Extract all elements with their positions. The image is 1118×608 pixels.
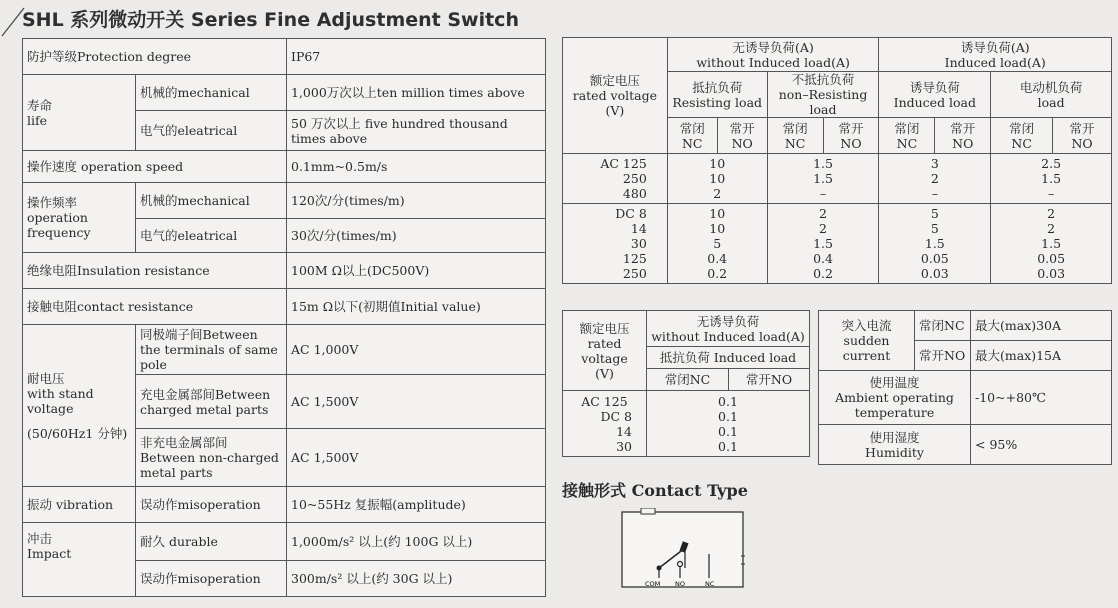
induced-load-en: Induced load [893, 94, 977, 110]
dc-value: 0.2 [707, 266, 728, 281]
protection-value: IP67 [287, 39, 546, 75]
rated-voltage-cn: 额定电压 [579, 320, 630, 336]
dc-value: 1.5 [813, 236, 833, 251]
non-induced-cn: 无诱导负荷(A) [732, 39, 814, 55]
humidity-label [819, 425, 971, 465]
impact-dur-label: 耐久 durable [136, 523, 287, 561]
small-value: 0.1 [718, 439, 738, 454]
humidity-label-cn: 使用湿度 [869, 429, 920, 445]
ac-value: 2.5 [1041, 156, 1062, 171]
life-elec-label: 电气的eleatrical [136, 111, 287, 151]
table-row [819, 371, 1112, 425]
non-induced-en: without Induced load(A) [651, 328, 805, 344]
impact-dur-value: 1,000m/s² 以上(约 100G 以上) [287, 523, 546, 561]
dc-voltage-label: 125 [622, 251, 647, 266]
insulation-value: 100M Ω以上(DC500V) [287, 253, 546, 289]
resisting-cn: 抵抗负荷 [692, 79, 743, 95]
small-no-header: 常开NO [729, 369, 810, 391]
dc-voltage-label: 30 [630, 236, 647, 251]
table-row [23, 487, 546, 523]
resisting-en: Resisting load [672, 94, 763, 110]
no-en: NO [1071, 135, 1093, 151]
small-resisting-header: 抵抗负荷 Induced load [647, 347, 810, 369]
com-label: COM [645, 580, 661, 588]
motor-load-en: load [1037, 94, 1065, 110]
page-title: SHL 系列微动开关 Series Fine Adjustment Switch [22, 9, 519, 31]
dc-value: 1.5 [924, 236, 945, 251]
table-row [23, 325, 546, 375]
small-load-table [562, 310, 810, 457]
temp-label-en: Ambient operating [835, 390, 954, 405]
freq-elec-value: 30次/分(times/m) [287, 219, 546, 253]
spec-table [22, 38, 546, 597]
no-en: NO [840, 135, 862, 151]
no-cn: 常开 [1069, 120, 1095, 136]
dc-value: 0.03 [920, 266, 949, 281]
temp-label-cn: 使用温度 [869, 375, 920, 390]
inrush-env-table [818, 310, 1112, 465]
humidity-value: < 95% [971, 425, 1112, 465]
freq-label-cn: 操作频率 [27, 195, 78, 210]
speed-value: 0.1mm~0.5m/s [287, 151, 546, 183]
dc-non-resisting-cell [767, 204, 879, 284]
table-row [23, 75, 546, 111]
induced-load-header [879, 72, 991, 118]
rated-voltage-en: rated voltage [572, 88, 658, 103]
voltage-label-cn: 耐电压 [27, 370, 65, 386]
life-mech-value: 1,000万次以上ten million times above [287, 75, 546, 111]
v1-value: AC 1,000V [287, 325, 546, 375]
temp-value: -10~+80℃ [971, 371, 1112, 425]
inrush-label-cn: 突入电流 [841, 318, 892, 333]
no-en: NO [952, 135, 974, 151]
no-header [823, 118, 879, 154]
small-voltage-label: 14 [616, 424, 632, 439]
dc-value: 0.4 [707, 251, 728, 266]
dc-value: 0.05 [1037, 251, 1066, 266]
nc-en: NC [1011, 135, 1032, 151]
resisting-header [667, 72, 767, 118]
inrush-no-value: 最大(max)15A [971, 341, 1112, 371]
ac-value: 1.5 [813, 156, 833, 171]
small-value: 0.1 [718, 409, 738, 424]
small-voltage-cell [563, 391, 647, 457]
nc-cn: 常闭 [782, 120, 808, 136]
nc-header [667, 118, 717, 154]
rated-voltage-header [563, 38, 668, 154]
life-label [23, 75, 136, 151]
dc-resisting-cell [667, 204, 767, 284]
life-mech-label: 机械的mechanical [136, 75, 287, 111]
inrush-label [819, 311, 915, 371]
ac-non-resisting-cell [767, 154, 879, 204]
vibration-value: 10~55Hz 复振幅(amplitude) [287, 487, 546, 523]
nc-header [767, 118, 823, 154]
table-row [819, 311, 1112, 341]
vibration-label: 振动 vibration [23, 487, 136, 523]
nc-cn: 常闭 [894, 120, 920, 136]
induced-cn: 诱导负荷(A) [960, 39, 1030, 55]
actuator [641, 508, 655, 514]
table-row [23, 523, 546, 561]
dc-voltage-label: 250 [622, 266, 647, 281]
impact-label [23, 523, 136, 597]
no-header [1053, 118, 1112, 154]
dc-value: 5 [930, 221, 939, 236]
impact-mis-value: 300m/s² 以上(约 30G 以上) [287, 561, 546, 597]
no-cn: 常开 [729, 120, 755, 136]
dc-value: 2 [1047, 206, 1056, 221]
non-resisting-en: non–Resisting load [778, 87, 868, 117]
rated-voltage-unit: (V) [595, 365, 614, 381]
induced-en: Induced load(A) [944, 54, 1046, 70]
life-elec-value: 50 万次以上 five hundred thousand times above [287, 111, 546, 151]
dc-induced-cell [879, 204, 991, 284]
nc-label: NC [705, 580, 715, 588]
table-row [23, 151, 546, 183]
nc-header [991, 118, 1053, 154]
ac-value: 10 [709, 156, 726, 171]
induced-load-cn: 诱导负荷 [909, 79, 960, 95]
no-header [717, 118, 767, 154]
dc-value: 0.2 [813, 266, 833, 281]
contact-label: 接触电阻contact resistance [23, 289, 287, 325]
nc-en: NC [681, 135, 703, 151]
table-row [563, 311, 810, 347]
non-induced-header [667, 38, 879, 72]
inrush-label-en: sudden current [842, 333, 891, 363]
ac-value: 10 [709, 171, 726, 186]
load-table [562, 37, 1112, 284]
table-row [819, 425, 1112, 465]
v2-label: 充电金属部间Between charged metal parts [136, 375, 287, 429]
temp-label [819, 371, 971, 425]
dc-voltage-label: DC 8 [615, 206, 647, 221]
dc-motor-cell [991, 204, 1112, 284]
contact-value: 15m Ω以下(初期值Initial value) [287, 289, 546, 325]
small-voltage-label: 30 [616, 439, 632, 454]
impact-label-cn: 冲击 [27, 531, 53, 546]
small-value-cell [647, 391, 810, 457]
freq-elec-label: 电气的eleatrical [136, 219, 287, 253]
small-voltage-label: DC 8 [600, 409, 632, 424]
dc-value: 5 [713, 236, 722, 251]
impact-label-en: Impact [27, 546, 72, 561]
dc-value: 2 [819, 221, 827, 236]
vibration-sub: 误动作misoperation [136, 487, 287, 523]
rated-voltage-cn: 额定电压 [589, 73, 640, 88]
nc-cn: 常闭 [1009, 120, 1035, 136]
ac-voltage-label: AC 125 [600, 156, 647, 171]
ac-value: 2 [713, 186, 722, 201]
freq-mech-label: 机械的mechanical [136, 183, 287, 219]
table-row [23, 183, 546, 219]
dc-voltage-label: 14 [630, 221, 647, 236]
dc-value: 0.4 [813, 251, 833, 266]
small-non-induced-header [647, 311, 810, 347]
dc-value: 0.03 [1037, 266, 1066, 281]
small-value: 0.1 [718, 424, 738, 439]
nc-en: NC [896, 135, 918, 151]
small-nc-header: 常闭NC [647, 369, 729, 391]
insulation-label: 绝缘电阻Insulation resistance [23, 253, 287, 289]
contact-type-title: 接触形式 Contact Type [562, 481, 748, 500]
life-label-cn: 寿命 [27, 97, 53, 113]
freq-label [23, 183, 136, 253]
no-header [935, 118, 991, 154]
ac-motor-cell [991, 154, 1112, 204]
ac-value: – [1047, 186, 1055, 201]
motor-load-header [991, 72, 1112, 118]
ac-value: 2 [930, 171, 939, 186]
table-row [563, 391, 810, 457]
dc-value: 10 [709, 221, 726, 236]
v3-value: AC 1,500V [287, 429, 546, 487]
ac-value: – [931, 186, 938, 201]
inrush-no-label: 常开NO [915, 341, 971, 371]
ac-induced-cell [879, 154, 991, 204]
table-row [563, 154, 1112, 204]
v3-label: 非充电金属部间Between non-charged metal parts [136, 429, 287, 487]
nc-header [879, 118, 935, 154]
ac-value: 1.5 [1041, 171, 1062, 186]
inrush-nc-label: 常闭NC [915, 311, 971, 341]
ac-voltage-label: 480 [622, 186, 647, 201]
rated-voltage-en: rated voltage [581, 335, 628, 366]
non-resisting-cn: 不抵抗负荷 [791, 72, 855, 87]
v1-label: 同极端子间Between the terminals of same pole [136, 325, 287, 375]
protection-label: 防护等级Protection degree [23, 39, 287, 75]
no-cn: 常开 [950, 120, 976, 136]
freq-mech-value: 120次/分(times/m) [287, 183, 546, 219]
table-row [563, 38, 1112, 72]
non-induced-cn: 无诱导负荷 [696, 313, 760, 329]
voltage-label-en: with stand voltage [27, 385, 94, 416]
small-rated-voltage-header [563, 311, 647, 391]
humidity-label-en: Humidity [865, 444, 924, 460]
freq-label-en: operation frequency [27, 210, 91, 240]
table-row [23, 253, 546, 289]
ac-value: 3 [930, 156, 939, 171]
life-label-en: life [27, 112, 48, 128]
dc-value: 5 [930, 206, 939, 221]
small-value: 0.1 [718, 394, 738, 409]
no-en: NO [731, 135, 753, 151]
table-row [23, 289, 546, 325]
no-cn: 常开 [838, 120, 864, 136]
small-voltage-label: AC 125 [581, 394, 628, 409]
table-row [23, 39, 546, 75]
ac-voltage-label: 250 [622, 171, 647, 186]
nc-en: NC [784, 135, 806, 151]
dc-value: 1.5 [1041, 236, 1062, 251]
v2-value: AC 1,500V [287, 375, 546, 429]
speed-label: 操作速度 operation speed [23, 151, 287, 183]
ac-value: 1.5 [813, 171, 833, 186]
dc-value: 0.05 [920, 251, 949, 266]
temp-label-en2: temperature [854, 405, 935, 420]
dc-value: 2 [1047, 221, 1056, 236]
dc-value: 2 [819, 206, 827, 221]
contact-type-diagram [619, 508, 749, 592]
table-row [563, 204, 1112, 284]
dc-value: 10 [709, 206, 726, 221]
voltage-label [23, 325, 136, 487]
non-resisting-header [767, 72, 879, 118]
non-induced-en: without Induced load(A) [696, 54, 850, 70]
motor-load-cn: 电动机负荷 [1019, 79, 1083, 95]
ac-value: – [819, 186, 827, 201]
induced-header [879, 38, 1112, 72]
nc-cn: 常闭 [679, 120, 705, 136]
ac-voltage-cell [563, 154, 668, 204]
no-label: NO [675, 580, 685, 588]
impact-mis-label: 误动作misoperation [136, 561, 287, 597]
dc-voltage-cell [563, 204, 668, 284]
ac-resisting-cell [667, 154, 767, 204]
inrush-nc-value: 最大(max)30A [971, 311, 1112, 341]
voltage-label-hz: (50/60Hz1 分钟) [27, 425, 128, 441]
rated-voltage-unit: (V) [605, 103, 625, 118]
